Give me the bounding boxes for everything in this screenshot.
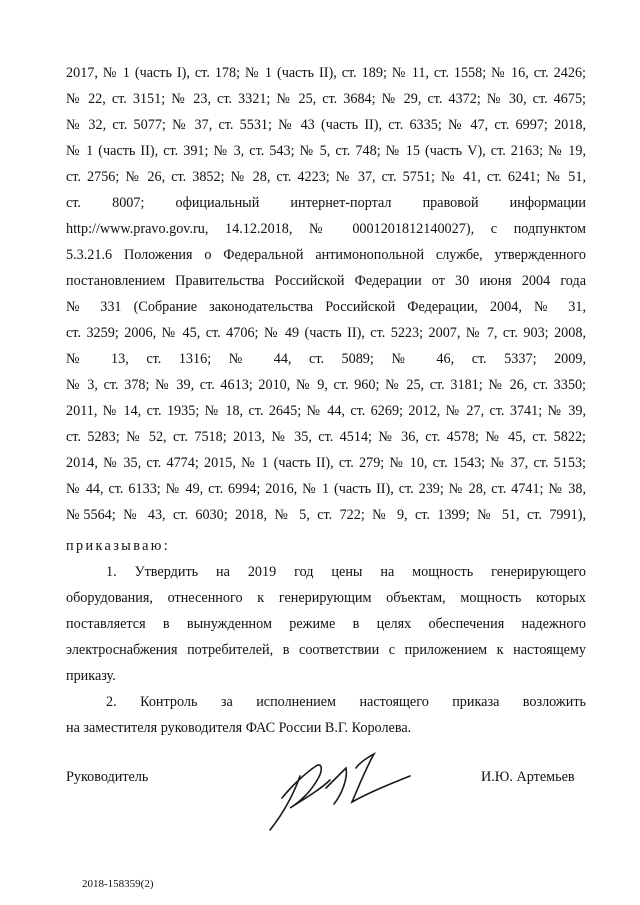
item-1-line: приказу. xyxy=(66,668,116,684)
body-line: 2014, № 35, ст. 4774; 2015, № 1 (часть II), ст. 279; № 10, ст. 1543; № 37, ст. 5153; xyxy=(66,455,586,471)
signatory-position: Руководитель xyxy=(66,769,149,785)
body-line: 2011, № 14, ст. 1935; № 18, ст. 2645; № 44, ст. 6269; 2012, № 27, ст. 3741; № 39, xyxy=(66,403,586,419)
body-line: http://www.pravo.gov.ru, 14.12.2018, № 0001201812140027), с подпунктом xyxy=(66,221,586,237)
body-line: №5564; № 43, ст. 6030; 2018, № 5, ст. 722; № 9, ст. 1399; № 51, ст. 7991), xyxy=(66,507,586,523)
body-line: ст. 3259; 2006, № 45, ст. 4706; № 49 (часть II), ст. 5223; 2007, № 7, ст. 903; 2008, xyxy=(66,325,586,341)
body-line: № 331 (Собрание законодательства Российской Федерации, 2004, № 31, xyxy=(66,299,586,315)
item-1-line: поставляется в вынужденном режиме в целях обеспечения надежного xyxy=(66,616,586,632)
body-line: 5.3.21.6 Положения о Федеральной антимонопольной службе, утвержденного xyxy=(66,247,586,263)
body-line: постановлением Правительства Российской Федерации от 30 июня 2004 года xyxy=(66,273,586,289)
document-number: 2018-158359(2) xyxy=(82,878,154,890)
item-1-line: оборудования, отнесенного к генерирующим объектам, мощность которых xyxy=(66,590,586,606)
order-word: приказываю: xyxy=(66,538,171,554)
body-line: № 22, ст. 3151; № 23, ст. 3321; № 25, ст. 3684; № 29, ст. 4372; № 30, ст. 4675; xyxy=(66,91,586,107)
handwritten-signature xyxy=(260,748,420,838)
item-1-line: 1. Утвердить на 2019 год цены на мощность генерирующего xyxy=(106,564,586,580)
item-1-line: электроснабжения потребителей, в соответствии с приложением к настоящему xyxy=(66,642,586,658)
body-line: 2017, № 1 (часть I), ст. 178; № 1 (часть II), ст. 189; № 11, ст. 1558; № 16, ст. 2426; xyxy=(66,65,586,81)
body-line: № 44, ст. 6133; № 49, ст. 6994; 2016, № 1 (часть II), ст. 239; № 28, ст. 4741; № 38, xyxy=(66,481,586,497)
item-2-line: на заместителя руководителя ФАС России В.Г. Королева. xyxy=(66,720,412,736)
signatory-name: И.Ю. Артемьев xyxy=(481,769,575,785)
body-line: ст. 5283; № 52, ст. 7518; 2013, № 35, ст. 4514; № 36, ст. 4578; № 45, ст. 5822; xyxy=(66,429,586,445)
body-line: ст. 8007; официальный интернет-портал правовой информации xyxy=(66,195,586,211)
item-2-line: 2. Контроль за исполнением настоящего приказа возложить xyxy=(106,694,586,710)
body-line: № 32, ст. 5077; № 37, ст. 5531; № 43 (часть II), ст. 6335; № 47, ст. 6997; 2018, xyxy=(66,117,586,133)
body-line: ст. 2756; № 26, ст. 3852; № 28, ст. 4223; № 37, ст. 5751; № 41, ст. 6241; № 51, xyxy=(66,169,586,185)
body-line: № 3, ст. 378; № 39, ст. 4613; 2010, № 9, ст. 960; № 25, ст. 3181; № 26, ст. 3350; xyxy=(66,377,586,393)
body-line: № 1 (часть II), ст. 391; № 3, ст. 543; № 5, ст. 748; № 15 (часть V), ст. 2163; № 19, xyxy=(66,143,586,159)
body-line: № 13, ст. 1316; № 44, ст. 5089; № 46, ст. 5337; 2009, xyxy=(66,351,586,367)
